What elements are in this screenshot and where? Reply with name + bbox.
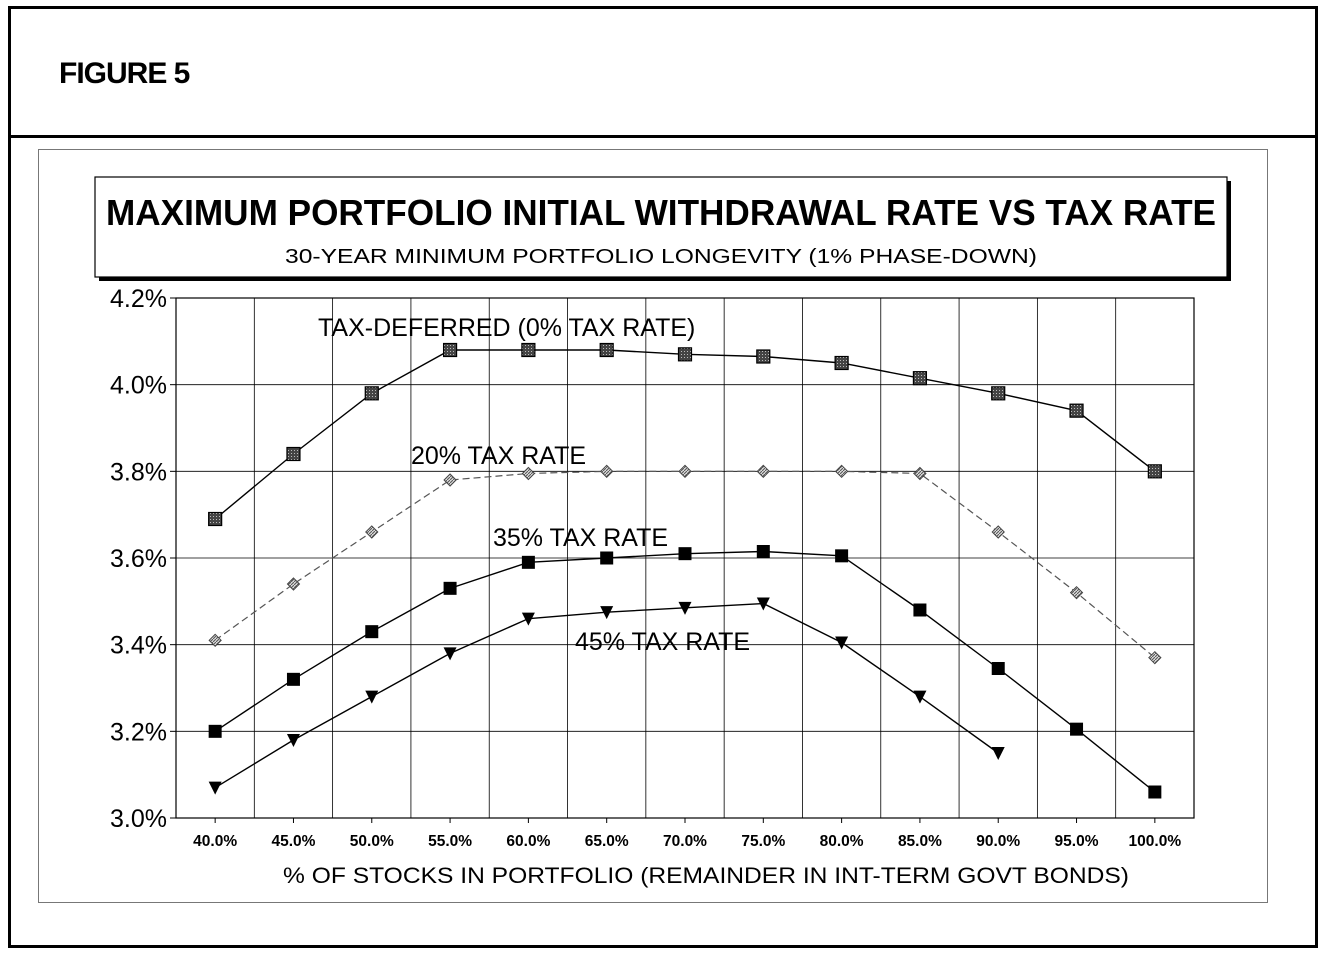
x-tick-label: 95.0% [1054,833,1099,850]
x-tick-label: 50.0% [349,833,394,850]
figure-header [11,9,1315,138]
y-tick-label: 3.8% [110,458,167,487]
series-line [215,552,1155,793]
y-tick-label: 3.6% [110,545,167,573]
x-tick-label: 85.0% [897,833,942,850]
data-point-diamond [836,465,848,477]
data-point-square [1148,786,1161,799]
data-point-square [679,348,692,361]
data-point-square [444,582,457,595]
series-label-45: 45% TAX RATE [575,628,751,656]
y-tick-label: 4.0% [110,371,167,400]
y-tick-label: 3.4% [110,631,167,660]
x-tick-label: 55.0% [428,833,473,850]
x-tick-label: 60.0% [506,833,551,850]
figure-label: FIGURE 5 [59,57,190,90]
data-point-triangle [522,613,535,626]
y-axis-ticks [110,285,167,833]
series-0 [209,344,1162,526]
x-tick-label: 90.0% [976,833,1021,850]
y-tick-label: 4.2% [110,285,167,313]
line-chart [39,150,1269,904]
data-point-square [913,604,926,617]
data-point-triangle [287,734,300,747]
data-point-diamond [914,468,926,480]
data-point-square [992,662,1005,675]
data-point-triangle [365,691,378,704]
data-point-square [913,372,926,385]
chart-area [38,149,1268,903]
data-point-diamond [992,526,1004,538]
data-point-square [679,547,692,560]
data-point-square [757,545,770,558]
data-point-square [522,344,535,357]
chart-subtitle: 30-YEAR MINIMUM PORTFOLIO LONGEVITY (1% PHASE-DOWN) [285,246,1037,268]
series-label-20: 20% TAX RATE [411,442,587,470]
data-point-square [522,556,535,569]
data-point-diamond [366,526,378,538]
data-point-square [365,625,378,638]
data-point-square [835,357,848,370]
x-tick-label: 70.0% [663,833,707,850]
data-point-triangle [444,647,457,660]
data-point-square [209,513,222,526]
data-point-diamond [601,465,613,477]
x-tick-label: 100.0% [1128,833,1182,850]
data-point-square [757,350,770,363]
x-axis-ticks [193,818,1181,850]
chart-title: MAXIMUM PORTFOLIO INITIAL WITHDRAWAL RATE VS TAX RATE [106,192,1216,233]
data-point-square [1070,404,1083,417]
x-tick-label: 45.0% [271,833,316,850]
y-tick-label: 3.2% [110,718,167,747]
y-tick-label: 3.0% [110,805,167,833]
series-line [215,350,1155,519]
series-label-tax-deferred: TAX-DEFERRED (0% TAX RATE) [318,314,696,342]
data-point-square [287,673,300,686]
x-tick-label: 75.0% [741,833,786,850]
data-point-diamond [444,474,456,486]
x-tick-label: 65.0% [584,833,629,850]
x-tick-label: 40.0% [193,833,238,850]
data-point-square [835,549,848,562]
data-point-square [1070,723,1083,736]
data-point-triangle [835,637,848,650]
data-point-square [600,552,613,565]
data-point-triangle [992,747,1005,760]
data-point-triangle [209,782,222,795]
data-point-diamond [287,578,299,590]
data-point-square [600,344,613,357]
series-2 [209,545,1162,799]
series-label-35: 35% TAX RATE [493,524,669,552]
data-point-square [365,387,378,400]
data-point-diamond [679,465,691,477]
data-point-square [992,387,1005,400]
x-axis-label: % OF STOCKS IN PORTFOLIO (REMAINDER IN INT-TERM GOVT BONDS) [283,863,1129,888]
data-point-square [287,448,300,461]
x-tick-label: 80.0% [819,833,864,850]
data-point-square [1148,465,1161,478]
data-point-diamond [757,465,769,477]
data-point-triangle [913,691,926,704]
series-layer [209,344,1162,799]
data-point-square [444,344,457,357]
data-point-square [209,725,222,738]
